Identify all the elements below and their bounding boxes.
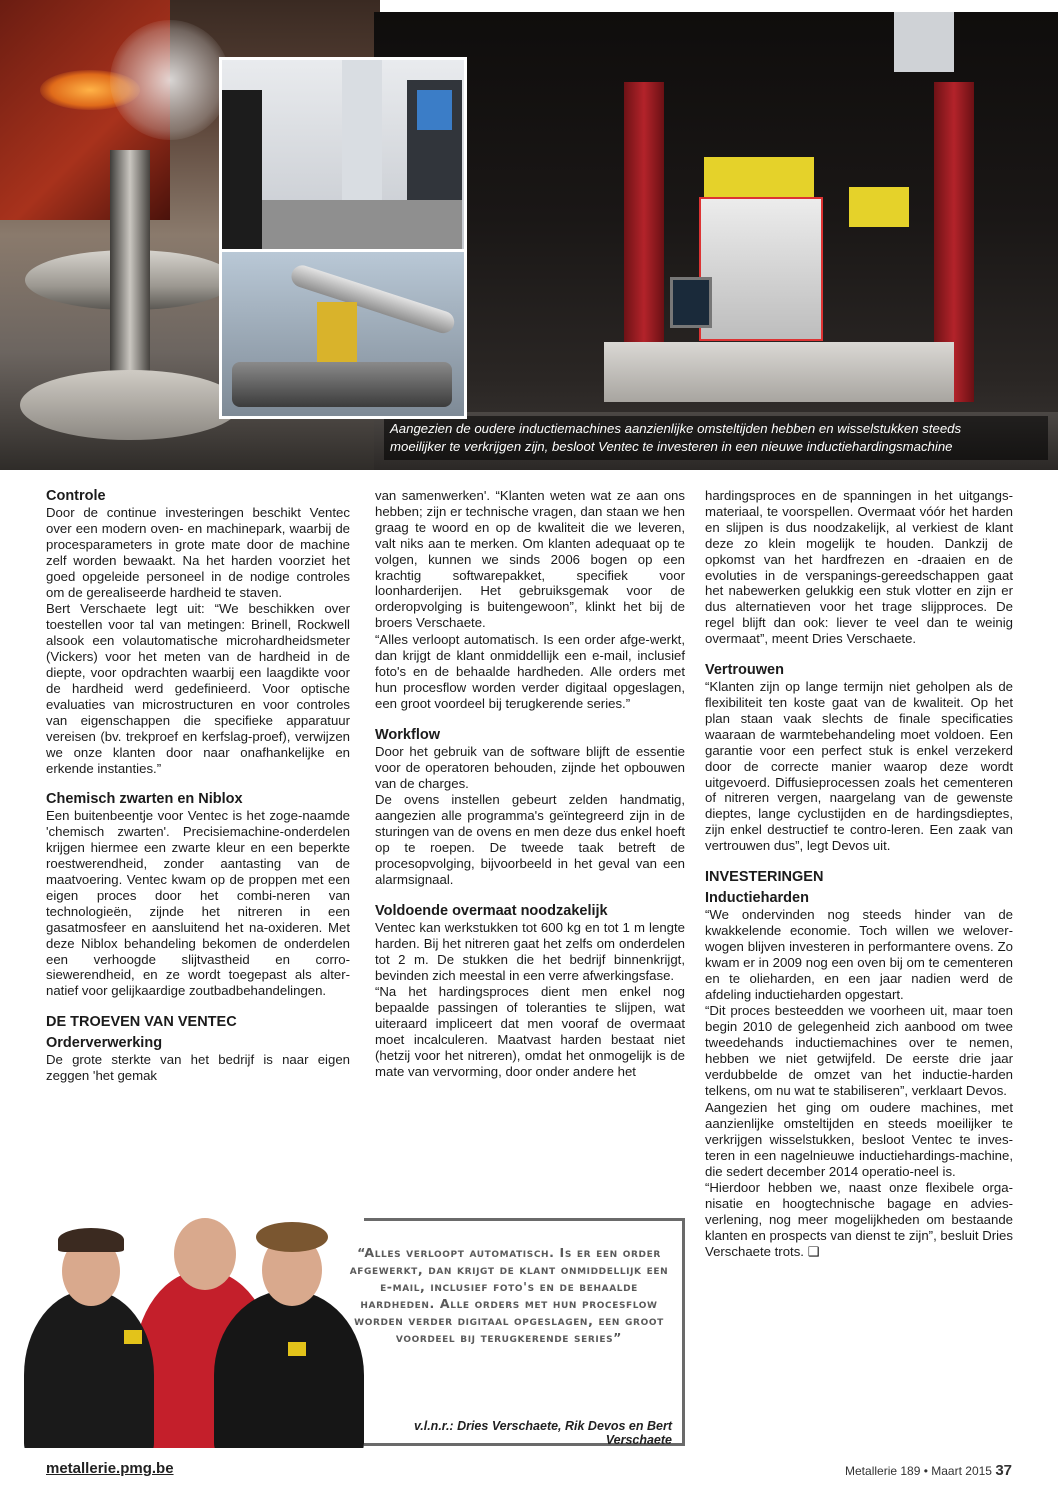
paragraph: “Na het hardingsproces dient men enkel nog bepaalde passingen of toleranties te slijpen, wat uiteraard impliceert dat men vooraf de overmaat moet incalculeren. Maatvast harden bestaat niet (hetzij voor het nitreren), omdat het onmogelijk is de mate van vervorming, door onder andere het — [375, 984, 685, 1079]
caption-line-1: Aangezien de oudere inductiemachines aanzienlijke omsteltijden hebben en wisselstukken steeds — [390, 421, 962, 436]
paragraph: hardingsproces en de spanningen in het uitgangs-materiaal, te voorspellen. Overmaat vóór het harden en slijpen is dus noodzakelijk, al verkiest de klant deze zo klein mogelijk te houden. Dankzij de opkomst van het hardfrezen en -draaien en de evoluties in de verspanings-gereedschappen gaat het nabewerken gelukkig een stuk vlotter en zijn er dus alternatieven voor het trage slijpproces. De regel blijft dan ook: liever te veel dan te weinig overmaat”, meent Dries Verschaete. — [705, 488, 1013, 647]
heading-controle: Controle — [46, 488, 106, 504]
article-column-1 — [46, 488, 350, 1085]
machine-control-screen — [670, 277, 712, 328]
machine-bed — [604, 342, 954, 402]
heading-troeven: DE TROEVEN VAN VENTEC — [46, 1014, 237, 1031]
person-middle-head — [174, 1218, 236, 1290]
paragraph: Een buitenbeentje voor Ventec is het zoge-naamde 'chemisch zwarten'. Precisiemachine-onderdelen krijgen hiermee een zwarte kleur en een beperkte roestwerendheid, zonder aantasting van de maatvoering. Ventec kwam op de proppen met een eigen proces door het combi-neren van technologieën, zijnde het nitreren in een gasatmosfeer en aansluitend het na-oxideren. Met deze Niblox behandeling bekomen de onderdelen een verhoogde slijtvastheid en corro-siewerendheid, en ze wordt toegepast als alter-natief voor gelijkaardige zoutbadbehandelingen. — [46, 808, 350, 999]
workpiece-shaft — [110, 150, 150, 400]
photo-induction-hardening-machine — [374, 12, 1058, 470]
heading-inductieharden: Inductieharden — [705, 890, 809, 907]
heading-vertrouwen: Vertrouwen — [705, 662, 784, 679]
workpiece-base — [20, 370, 240, 440]
inset-operator — [222, 90, 262, 250]
person-left-hair — [58, 1228, 124, 1252]
pull-quote: “Alles verloopt automatisch. Is er een order afgewerkt, dan krijgt de klant onmiddellijk een e-mail, inclusief foto's en de behaalde hardheden. Alle orders met hun procesflow worden verder digitaal opgeslagen, een groot voordeel bij terugkerende series” — [349, 1245, 669, 1345]
jacket-logo-left — [124, 1330, 142, 1344]
inset-yellow-fitting — [317, 302, 357, 362]
photo-credit: v.l.n.r.: Dries Verschaete, Rik Devos en Bert Verschaete — [414, 1419, 672, 1447]
caption-line-2: moeilijker te verkrijgen zijn, besloot Ventec te investeren in een nieuwe inductiehardingsmachine — [390, 439, 953, 454]
paragraph: Aangezien het ging om oudere machines, met aanzienlijke omsteltijden en steeds moeilijker te verkrijgen wisselstukken, besloot Ventec te inves-teren in een nagelnieuwe inductiehardings-machine, die sedert december 2014 operatio-neel is. — [705, 1099, 1013, 1179]
paragraph: De grote sterkte van het bedrijf is naar eigen zeggen 'het gemak — [46, 1052, 350, 1084]
footer-issue: Metallerie 189 • Maart 2015 — [845, 1464, 992, 1478]
inset-workpiece — [232, 362, 452, 407]
paragraph: Door het gebruik van de software blijft de essentie voor de operatoren behouden, zijnde het opbouwen van de charges. — [375, 743, 685, 791]
inset-machine-column — [342, 60, 382, 210]
inset-worktable — [262, 200, 462, 250]
inset-coolant-pipe — [289, 263, 457, 336]
machine-cabinet — [699, 197, 823, 341]
paragraph: Door de continue investeringen beschikt Ventec over een modern oven- en machinepark, waarbij de procesparameters in grote mate door de machine zelf worden bewaakt. Na het harden voorziet het goed opgeleide personeel in de nodige controles om de gerealiseerde hardheid te staven. — [46, 505, 350, 600]
person-right-hair — [256, 1222, 328, 1252]
steam-cloud — [110, 20, 230, 140]
person-right-jacket — [214, 1290, 364, 1448]
jacket-logo-right — [288, 1342, 306, 1356]
footer-website-link[interactable]: metallerie.pmg.be — [46, 1460, 174, 1477]
photo-inset-operator — [219, 57, 467, 253]
inset-panel-display — [417, 90, 452, 130]
paragraph: “Dit proces besteedden we voorheen uit, maar toen begin 2010 de gelegenheid zich aanbood om twee tweedehands inductiemachines over te nemen, hebben we niet getwijfeld. De eerste drie jaar verdubbelde de omzet van het inductie-harden telkens, om nu wat te stabiliseren”, verklaart Devos. — [705, 1003, 1013, 1098]
footer-issue-info — [845, 1462, 1012, 1479]
person-left-jacket — [24, 1290, 154, 1448]
paragraph: “Klanten zijn op lange termijn niet geholpen als de flexibiliteit ten koste gaat van de kwaliteit. Op het plan staan vaak slechts de finale specificaties waaraan de warmtebehandeling moet voldoen. Een garantie voor een perfect stuk is enkel verzekerd door de correcte manier waarop deze wordt uitgevoerd. Diffusieprocessen zoals het cementeren of nitreren vergen, naargelang van de gewenste dieptes, lange cyclustijden en de hardingsdieptes, zijn enkel destructief te contro-leren. Een zaak van vertrouwen dus”, legt Devos uit. — [705, 679, 1013, 854]
paragraph: van samenwerken'. “Klanten weten wat ze aan ons hebben; zijn er technische vragen, dan staan we hen graag te woord en op de kwaliteit die we leveren, valt niks aan te merken. Om klanten adequaat op te volgen, kunnen we sinds 2006 bogen op een krachtig softwarepakket, specifiek voor loonharderijen. Het gebruiksgemak voor de orderopvolging is buitengewoon”, klinkt het bij de broers Verschaete. — [375, 488, 685, 631]
article-column-3 — [705, 488, 1013, 1261]
machine-yellow-head-right — [849, 187, 909, 227]
machine-yellow-head-left — [704, 157, 814, 197]
machine-gantry — [894, 12, 954, 72]
paragraph: Bert Verschaete legt uit: “We beschikken over toestellen voor tal van metingen: Brinell, Rockwell alsook een volautomatische microhardheidsmeter (Vickers) voor het meten van de hardheid in de diepte, voor opdrachten waarbij een laagdikte voor de hardheid werd gedefinieerd. Voor optische evaluaties van microstructuren en voor controles van eigenschappen die specifieke apparatuur vereisen (bv. trekproef en kerfslag-proef), verwijzen we onze klanten door naar onafhankelijke en erkende instanties.” — [46, 601, 350, 776]
heading-orderverwerking: Orderverwerking — [46, 1035, 163, 1052]
article-column-2 — [375, 488, 685, 1081]
paragraph: “Hierdoor hebben we, naast onze flexibele orga-nisatie en hoogtechnische bagage en advies-verlening, nog meer mogelijkheden om bestaande klanten en prospects van dienst te zijn”, besluit Dries Verschaete trots. ❑ — [705, 1180, 1013, 1260]
paragraph: De ovens instellen gebeurt zelden handmatig, aangezien alle programma's geïntegreerd zijn in de sturingen van de ovens en men deze dus enkel hoeft op te roepen. De tweede taak betreft de procesopvolging, bijvoorbeeld in het geval van een alarmsignaal. — [375, 792, 685, 887]
photo-caption — [384, 416, 1048, 460]
paragraph: Ventec kan werkstukken tot 600 kg en tot 1 m lengte harden. Bij het nitreren gaat het zelfs om onderdelen tot 2 m. De stukken die het bedrijf binnenkrijgt, bevinden zich meestal in een verre afwerkingsfase. — [375, 919, 685, 983]
paragraph: “Alles verloopt automatisch. Is een order afge-werkt, dan krijgt de klant onmiddellijk een e-mail, inclusief foto's en de behaalde hardheden. Alle orders met hun procesflow worden verder digitaal opgeslagen, een groot voordeel bij terugkerende series.” — [375, 632, 685, 711]
paragraph: “We ondervinden nog steeds hinder van de kwakkelende economie. Toch willen we welover-wogen blijven investeren in performantere ovens. Zo kwam er in 2009 nog een oven bij om te cementeren en te olieharden, en een jaar nadien werd de afdeling inductieharden opgestart. — [705, 907, 1013, 1002]
heading-investeringen: INVESTERINGEN — [705, 869, 824, 886]
photo-inset-coil — [219, 249, 467, 419]
photo-three-people — [24, 1200, 364, 1448]
heading-chemisch-zwarten: Chemisch zwarten en Niblox — [46, 791, 243, 808]
heading-overmaat: Voldoende overmaat noodzakelijk — [375, 902, 608, 919]
heading-workflow: Workflow — [375, 726, 440, 743]
page-number: 37 — [995, 1462, 1012, 1479]
